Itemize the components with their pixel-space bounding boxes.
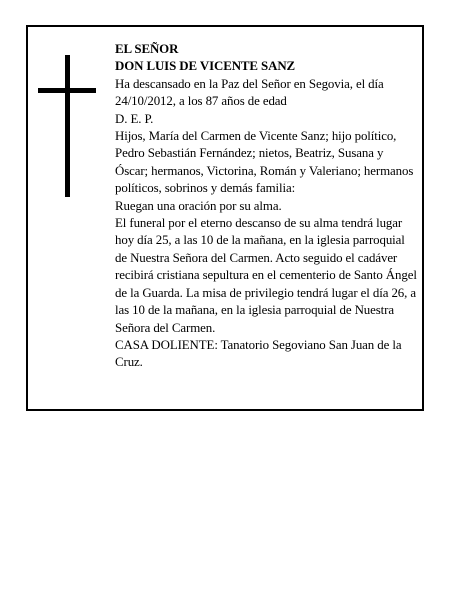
cross-icon	[38, 55, 96, 197]
cross-vertical-bar	[65, 55, 70, 197]
deceased-name: DON LUIS DE VICENTE SANZ	[115, 59, 296, 74]
rip-abbreviation: D. E. P.	[115, 111, 154, 126]
cross-horizontal-bar	[38, 88, 96, 93]
title-line-1: EL SEÑOR	[115, 42, 179, 56]
family-list: Hijos, María del Carmen de Vicente Sanz; hijo político, Pedro Sebastián Fernández; nietos, Beatriz, Susana y Óscar; hermanos, Victorina, Román y Valeriano; hermanos políticos, sobrinos y demás familia:	[115, 129, 414, 196]
funeral-details: El funeral por el eterno descanso de su alma tendrá lugar hoy día 25, a las 10 de la mañana, en la iglesia parroquial de Nuestra Señora del Carmen. Acto seguido el cadáver recibirá cristiana sepultura en el cementerio de Santo Ángel de la Guarda. La misa de privilegio tendrá lugar el día 26, a las 10 de la mañana, en la iglesia parroquial de Nuestra Señora del Carmen.	[115, 216, 417, 335]
obituary-text	[115, 41, 419, 372]
mourning-house: CASA DOLIENTE: Tanatorio Segoviano San Juan de la Cruz.	[115, 337, 402, 370]
obituary-notice	[26, 25, 424, 411]
death-statement: Ha descansado en la Paz del Señor en Segovia, el día 24/10/2012, a los 87 años de edad	[115, 76, 384, 109]
prayer-request: Ruegan una oración por su alma.	[115, 198, 282, 213]
